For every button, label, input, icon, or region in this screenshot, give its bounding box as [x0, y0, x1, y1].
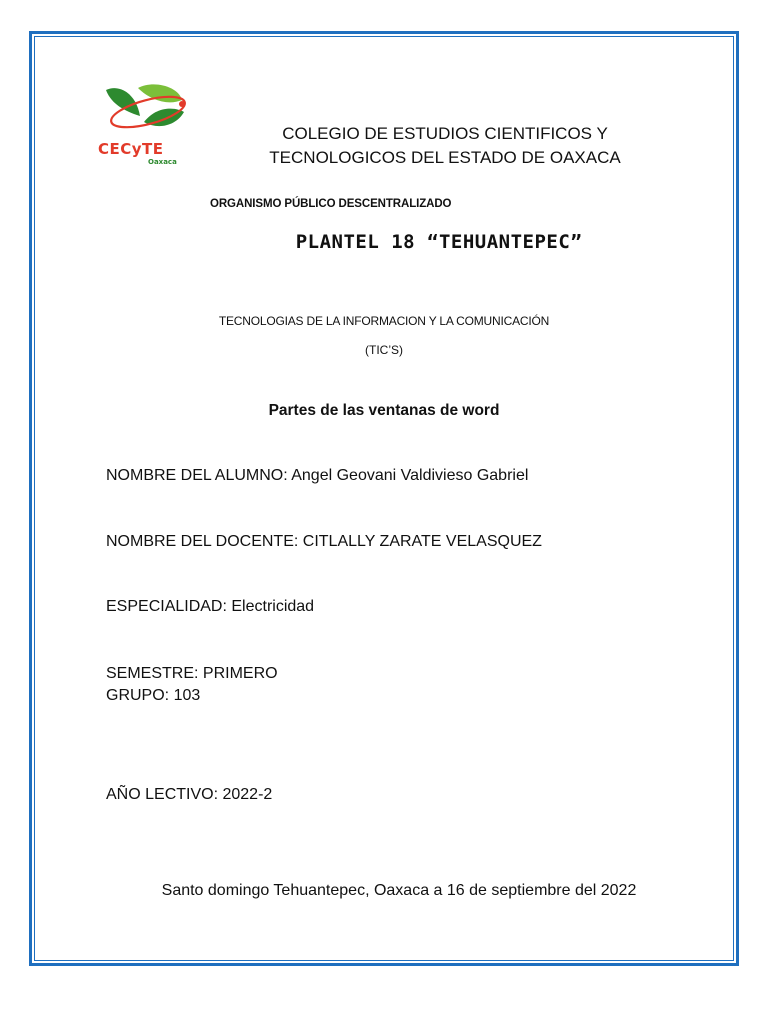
school-year: AÑO LECTIVO: 2022-2 — [106, 786, 273, 803]
college-name-line2: TECNOLOGICOS DEL ESTADO DE OAXACA — [269, 148, 621, 167]
subject-name: TECNOLOGIAS DE LA INFORMACION Y LA COMUNICACIÓN — [218, 314, 550, 328]
logo-brand-text: CECyTE — [98, 140, 164, 158]
organism-label: ORGANISMO PÚBLICO DESCENTRALIZADO — [210, 198, 452, 210]
place-and-date: Santo domingo Tehuantepec, Oaxaca a 16 de septiembre del 2022 — [161, 882, 637, 899]
group: GRUPO: 103 — [106, 687, 201, 704]
document-topic: Partes de las ventanas de word — [268, 402, 500, 419]
page-border-inner — [34, 36, 734, 961]
specialty: ESPECIALIDAD: Electricidad — [106, 598, 315, 615]
logo-sub-text: Oaxaca — [148, 158, 177, 166]
plantel-title: PLANTEL 18 “TEHUANTEPEC” — [295, 231, 583, 253]
teacher-name: NOMBRE DEL DOCENTE: CITLALLY ZARATE VELASQUEZ — [106, 533, 542, 550]
college-name-line1: COLEGIO DE ESTUDIOS CIENTIFICOS Y — [282, 124, 608, 143]
subject-abbr: (TIC’S) — [365, 343, 403, 357]
student-name: NOMBRE DEL ALUMNO: Angel Geovani Valdivieso Gabriel — [106, 467, 529, 484]
semester: SEMESTRE: PRIMERO — [106, 665, 278, 682]
